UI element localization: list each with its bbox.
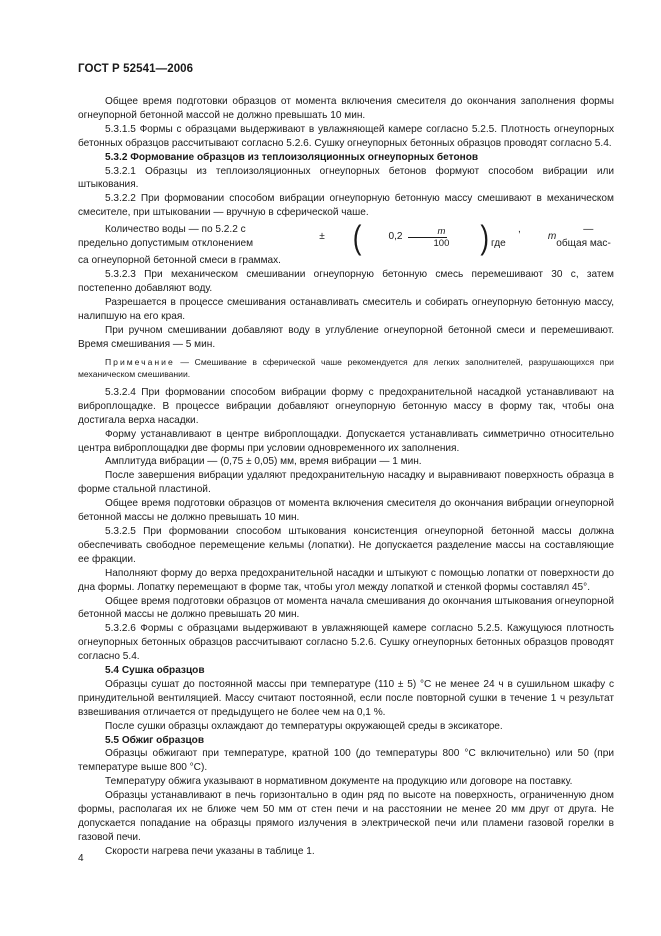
paragraph: Скорости нагрева печи указаны в таблице 1. <box>105 845 315 857</box>
paragraph: 5.3.2.3 При механическом смешивании огнеупорную бетонную смесь перемешивают 30 с, затем постепенно добавляют воду. <box>78 269 614 294</box>
formula-plus-minus: ± <box>319 231 325 243</box>
paragraph: Форму устанавливают в центре виброплощадки. Допускается устанавливать симметрично относительно центра виброплощадки две формы при условии одновременного их заполнения. <box>78 428 614 454</box>
paragraph: 5.3.2.1 Образцы из теплоизоляционных огнеупорных бетонов формуют способом вибрации или штыкования. <box>78 165 614 191</box>
paragraph: Разрешается в процессе смешивания останавливать смеситель и собирать огнеупорную бетонную массу, налипшую на его края. <box>78 296 614 322</box>
note-label: Примечание <box>105 356 175 367</box>
paragraph: Общее время подготовки образцов от момента включения смесителя до окончания заполнения формы огнеупорной бетонной массой не должно превышать 10 мин. <box>78 96 614 121</box>
formula-text-end: — общая мас- <box>556 224 611 250</box>
paragraph: Амплитуда вибрации — (0,75 ± 0,05) мм, время вибрации — 1 мин. <box>105 456 422 468</box>
paragraph: Общее время подготовки образцов от момента включения смесителя до окончания вибрации огнеупорной бетонной массы не должно превышать 10 мин. <box>78 498 614 524</box>
page-number: 4 <box>78 853 84 864</box>
paragraph: Температуру обжига указывают в нормативном документе на продукцию или договоре на поставку. <box>105 776 573 788</box>
formula-denominator: 100 <box>433 237 450 249</box>
paragraph: 5.3.2.4 При формовании способом вибрации форму с предохранительной насадкой устанавливают на виброплощадке. В процессе вибрации добавляют огнеупорную бетонную массу в форму так, чтобы она достигала верха насадки. <box>78 386 614 426</box>
formula-numerator: m <box>408 226 447 238</box>
paragraph: Наполняют форму до верха предохранительной насадки и штыкуют с помощью лопатки от поверхности до дна формы. Лопатку перемещают в форме так, чтобы угол между лопаткой и стенкой формы составлял 45°. <box>78 567 614 593</box>
paragraph: са огнеупорной бетонной смеси в граммах. <box>78 255 281 267</box>
document-body <box>78 95 614 859</box>
paragraph: Образцы устанавливают в печь горизонтально в один ряд по высоте на поверхность, ограниченную дном формы, располагая их не ближе чем 50 мм от стен печи и на расстоянии не менее 20 мм друг от друга. Не допускается попадание на образцы прямого излучения в электрической печи или пламени газовой горелки в газовой печи. <box>78 790 614 843</box>
paragraph: 5.3.2.2 При формовании способом вибрации огнеупорную бетонную массу смешивают в механическом смесителе, при штыковании — вручную в сферической чаше. <box>78 193 614 219</box>
document-header: ГОСТ Р 52541—2006 <box>78 63 194 75</box>
formula-fraction <box>405 226 452 249</box>
paragraph: Общее время подготовки образцов от момента начала смешивания до окончания штыкования огнеупорной бетонной массы не должно превышать 20 мин. <box>78 595 614 621</box>
tolerance-formula <box>291 217 490 257</box>
formula-right-paren: ) <box>480 217 490 257</box>
paragraph: Образцы обжигают при температуре, кратной 100 (до температуры 800 °С включительно) или 50 (при температуре выше 800 °С). <box>78 748 614 774</box>
section-heading: 5.4 Сушка образцов <box>105 665 205 677</box>
paragraph: 5.3.2.6 Формы с образцами выдерживают в увлажняющей камере согласно 5.2.5. Кажущуюся плотность огнеупорных бетонных образцов рассчитывают согласно 5.2.6. Сушку огнеупорных бетонных образцов проводят согласно 5.4. <box>78 623 614 663</box>
paragraph: Образцы сушат до постоянной массы при температуре (110 ± 5) °С не менее 24 ч в сушильном шкафу с принудительной вентиляцией. Массу считают постоянной, если после повторной сушки в течение 1 ч результат взвешивания отличается от предыдущего не более чем на 0,1 %. <box>78 678 614 718</box>
note-text: — Смешивание в сферической чаше рекомендуется для легких заполнителей, разрушающихся при механическом смешивании. <box>78 356 614 379</box>
paragraph: После завершения вибрации удаляют предохранительную насадку и выравнивают поверхность образца в форме стальной пластиной. <box>78 470 614 496</box>
formula-base: 0,2 <box>388 231 403 243</box>
formula-variable: m <box>547 231 557 243</box>
paragraph: При ручном смешивании добавляют воду в углубление огнеупорной бетонной смеси и перемешивают. Время смешивания — 5 мин. <box>78 324 614 350</box>
note <box>78 356 614 380</box>
formula-text-after: , где <box>491 224 521 250</box>
section-heading: 5.5 Обжиг образцов <box>105 734 205 746</box>
formula-paragraph <box>78 217 614 257</box>
formula-left-paren: ( <box>352 217 362 257</box>
section-heading: 5.3.2 Формование образцов из теплоизоляционных огнеупорных бетонов <box>105 151 479 163</box>
paragraph: 5.3.1.5 Формы с образцами выдерживают в увлажняющей камере согласно 5.2.5. Плотность огнеупорных бетонных образцов рассчитывают согласно 5.2.6. Сушку огнеупорных бетонных образцов проводят согласно 5.4. <box>78 123 614 149</box>
paragraph: 5.3.2.5 При формовании способом штыкования консистенция огнеупорной бетонной массы должна обеспечивать свободное перемещение кельмы (лопатки). Не допускается разделение массы на составляющие ее фракции. <box>78 525 614 565</box>
paragraph: После сушки образцы охлаждают до температуры окружающей среды в эксикаторе. <box>105 720 503 732</box>
formula-text-before: Количество воды — по 5.2.2 с предельно допустимым отклонением <box>78 224 254 250</box>
